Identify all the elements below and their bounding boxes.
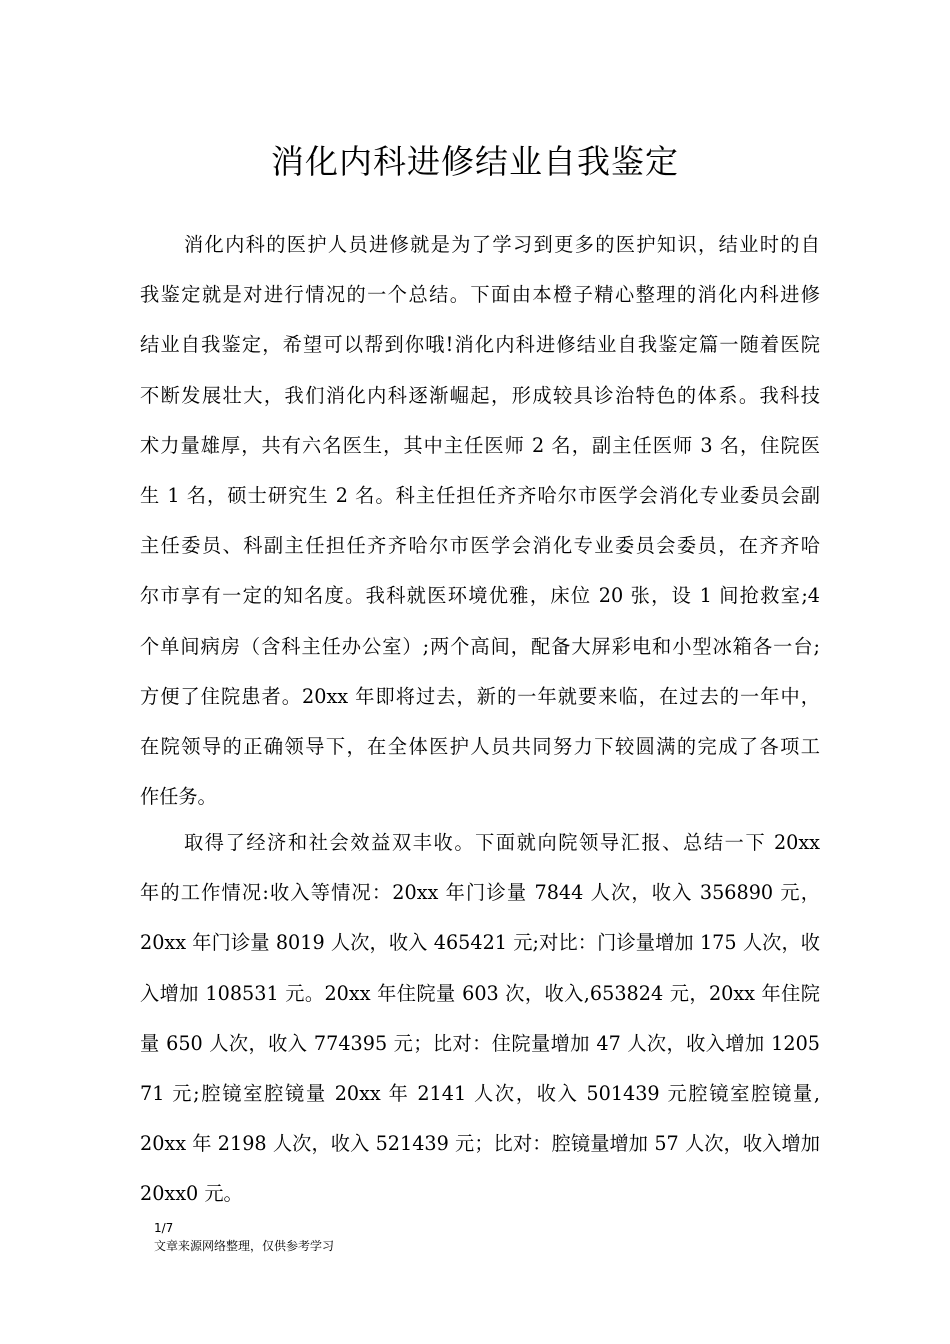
paragraph-line: 71 元;腔镜室腔镜量 20xx 年 2141 人次，收入 501439 元腔镜室腔镜量,	[140, 1082, 820, 1106]
paragraph-line: 我鉴定就是对进行情况的一个总结。下面由本橙子精心整理的消化内科进修	[140, 283, 820, 307]
paragraph-line: 量 650 人次，收入 774395 元；比对：住院量增加 47 人次，收入增加 1205	[140, 1031, 820, 1055]
paragraph-line: 入增加 108531 元。20xx 年住院量 603 次，收入,653824 元，20xx 年住院	[140, 981, 820, 1005]
paragraph-line: 消化内科的医护人员进修就是为了学习到更多的医护知识，结业时的自	[184, 233, 820, 256]
paragraph-line: 20xx 年 2198 人次，收入 521439 元；比对：腔镜量增加 57 人次，收入增加	[140, 1132, 820, 1156]
paragraph-line: 年的工作情况:收入等情况：20xx 年门诊量 7844 人次，收入 356890 元，	[140, 881, 820, 905]
document-title: 消化内科进修结业自我鉴定	[271, 142, 679, 181]
paragraph-line: 主任委员、科副主任担任齐齐哈尔市医学会消化专业委员会委员，在齐齐哈	[140, 534, 820, 558]
paragraph-line: 20xx0 元。	[140, 1182, 243, 1206]
paragraph-2	[140, 818, 820, 1220]
paragraph-line: 尔市享有一定的知名度。我科就医环境优雅，床位 20 张，设 1 间抢救室;4	[140, 584, 820, 608]
paragraph-line: 方便了住院患者。20xx 年即将过去，新的一年就要来临，在过去的一年中，	[140, 684, 820, 708]
source-note: 文章来源网络整理，仅供参考学习	[154, 1239, 335, 1253]
paragraph-line: 取得了经济和社会效益双丰收。下面就向院领导汇报、总结一下 20xx	[184, 831, 820, 854]
paragraph-line: 结业自我鉴定，希望可以帮到你哦!消化内科进修结业自我鉴定篇一随着医院	[140, 333, 820, 357]
paragraph-line: 个单间病房（含科主任办公室）;两个高间，配备大屏彩电和小型冰箱各一台;	[140, 634, 820, 658]
page-footer	[154, 1219, 334, 1255]
paragraph-line: 在院领导的正确领导下，在全体医护人员共同努力下较圆满的完成了各项工	[140, 735, 820, 759]
paragraph-line: 不断发展壮大，我们消化内科逐渐崛起，形成较具诊治特色的体系。我科技	[140, 383, 820, 407]
paragraph-1	[140, 220, 820, 822]
page-number: 1/7	[154, 1221, 174, 1235]
paragraph-line: 术力量雄厚，共有六名医生，其中主任医师 2 名，副主任医师 3 名，住院医	[140, 433, 820, 457]
paragraph-line: 20xx 年门诊量 8019 人次，收入 465421 元;对比：门诊量增加 175 人次，收	[140, 931, 820, 955]
paragraph-line: 生 1 名，硕士研究生 2 名。科主任担任齐齐哈尔市医学会消化专业委员会副	[140, 484, 820, 508]
paragraph-line: 作任务。	[140, 785, 217, 809]
